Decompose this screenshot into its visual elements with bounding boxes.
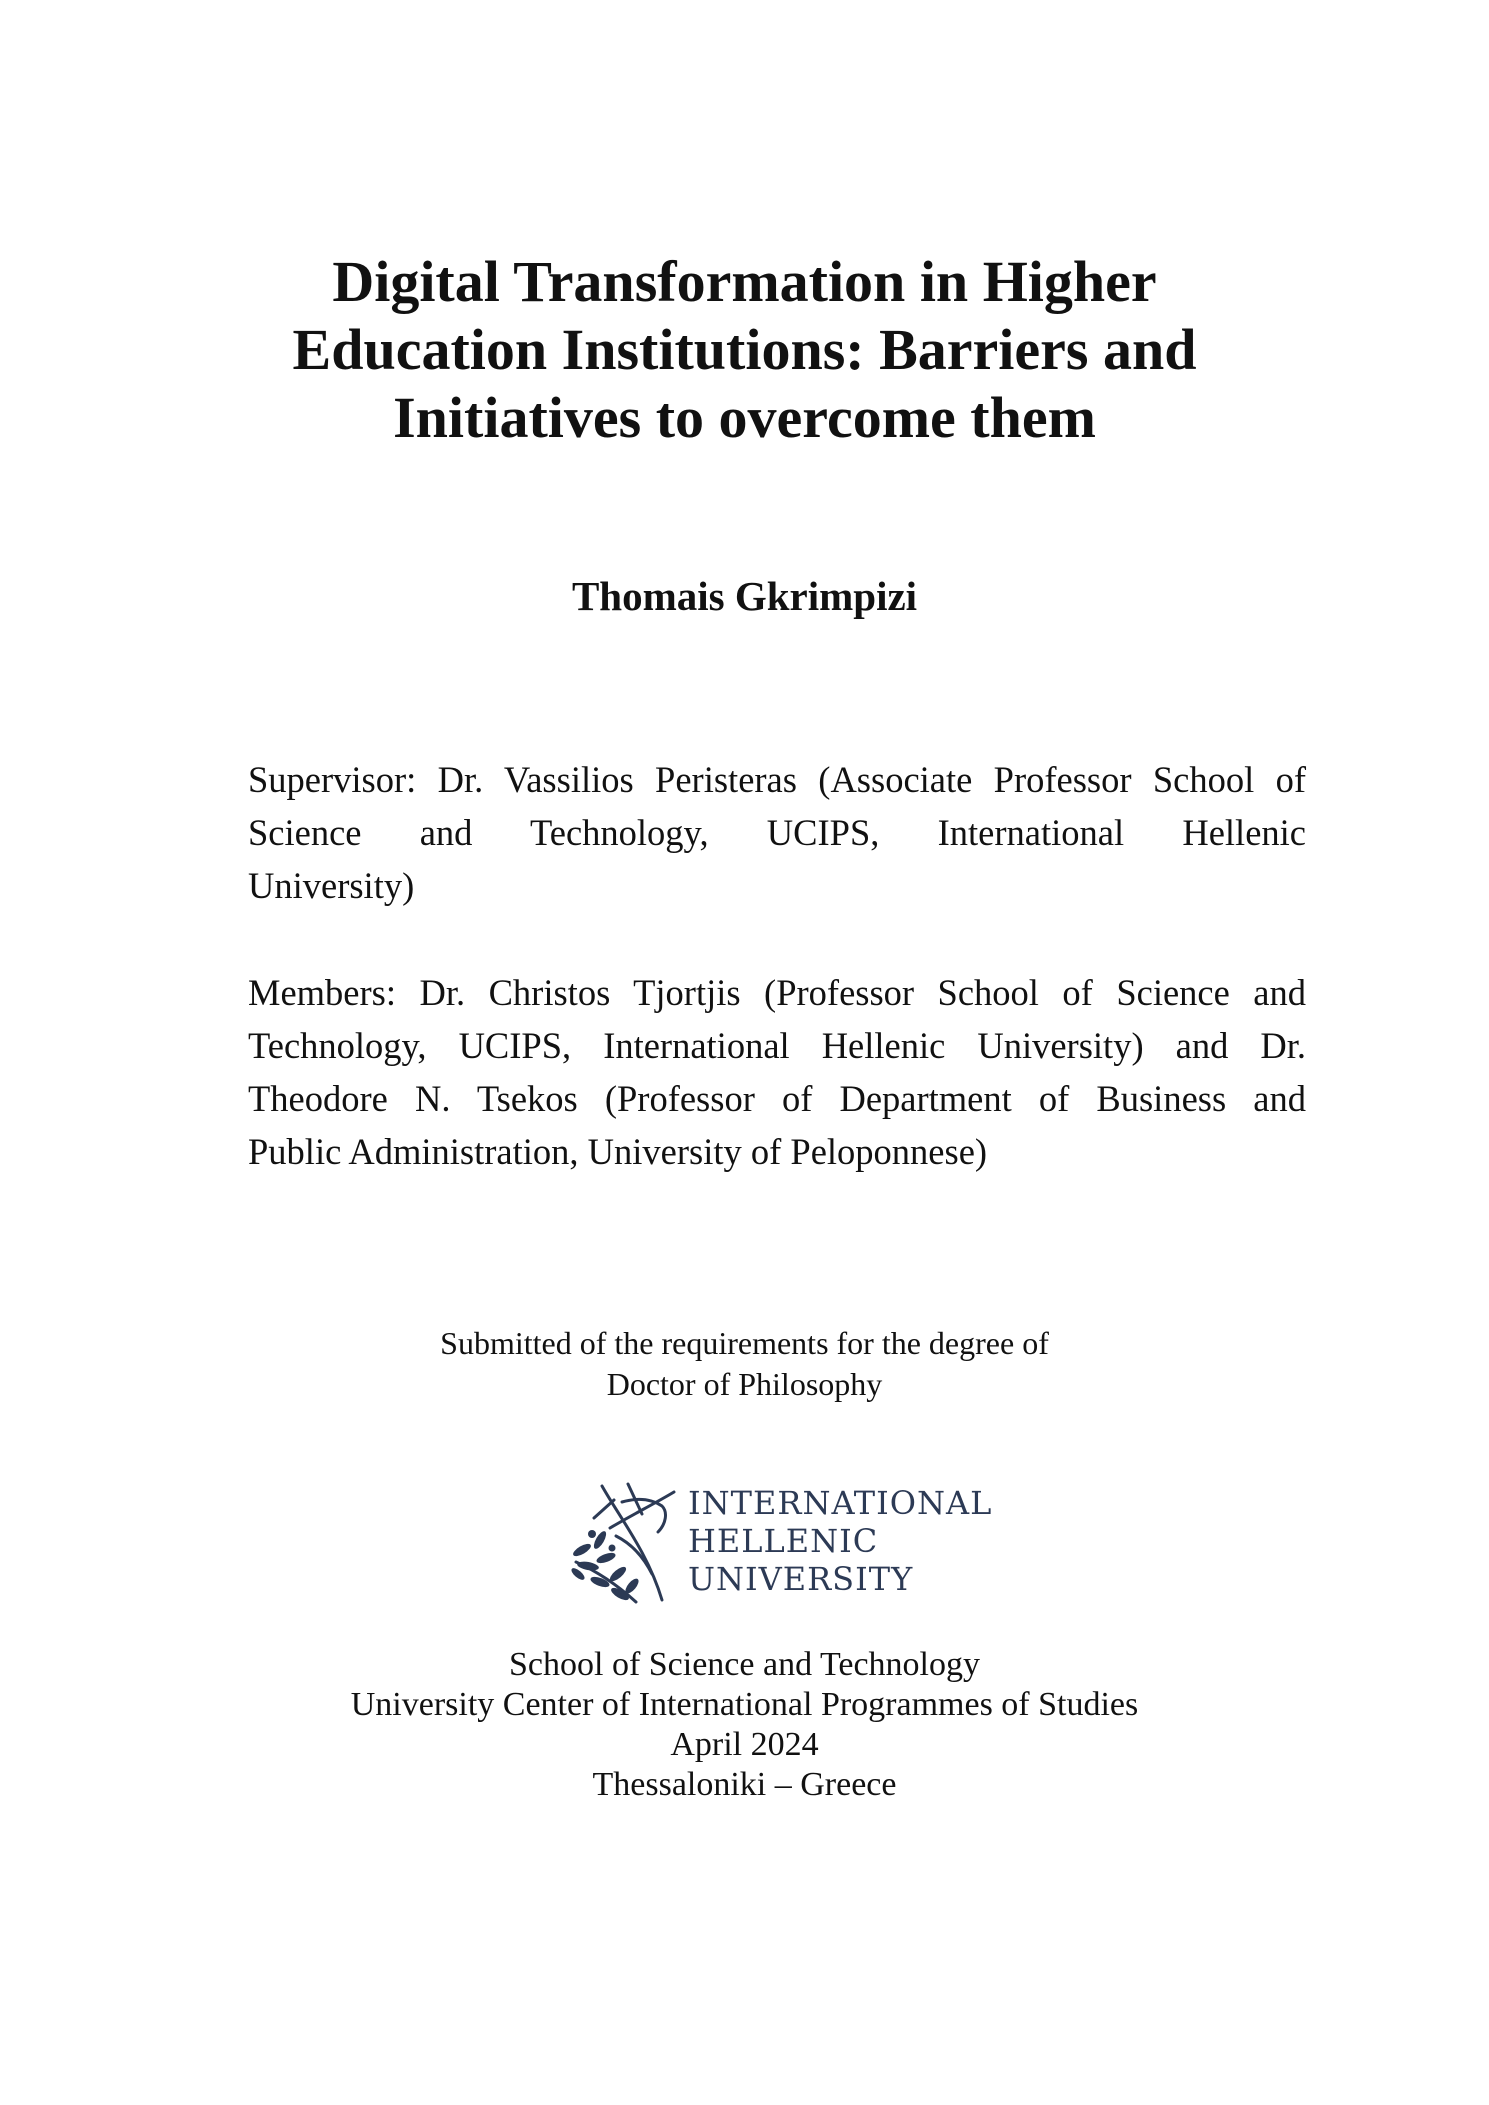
degree-statement-line: Submitted of the requirements for the degree of <box>440 1325 1049 1361</box>
supervisor-line: Science and Technology, UCIPS, International Hellenic <box>248 812 1306 853</box>
logo-text-line: HELLENIC <box>688 1522 879 1560</box>
members-line: Members: Dr. Christos Tjortjis (Professor School of Science and <box>248 972 1306 1013</box>
thesis-title <box>200 248 1289 452</box>
affiliation-block <box>200 1645 1289 1805</box>
thesis-title-line: Digital Transformation in Higher <box>332 249 1157 314</box>
degree-statement <box>200 1323 1289 1405</box>
supervisor-line: Supervisor: Dr. Vassilios Peristeras (Associate Professor School of <box>248 759 1306 800</box>
submission-date: April 2024 <box>670 1726 819 1763</box>
school-name: School of Science and Technology <box>509 1646 980 1683</box>
university-logo <box>570 1478 993 1608</box>
members-line: Technology, UCIPS, International Hellenic University) and Dr. <box>248 1025 1306 1066</box>
committee-members-paragraph <box>248 966 1306 1178</box>
logo-text-line: INTERNATIONAL <box>688 1484 993 1522</box>
logo-wordmark <box>688 1484 992 1598</box>
thesis-title-line: Initiatives to overcome them <box>393 385 1096 450</box>
degree-name: Doctor of Philosophy <box>606 1366 883 1402</box>
logo-text-line: UNIVERSITY <box>688 1560 914 1598</box>
members-line: Public Administration, University of Peloponnese) <box>248 1131 988 1172</box>
olive-branch-emblem-icon <box>570 1478 690 1608</box>
supervisor-line: University) <box>248 865 415 906</box>
author-name: Thomais Gkrimpizi <box>571 573 918 619</box>
center-name: University Center of International Programmes of Studies <box>350 1686 1139 1723</box>
supervisor-paragraph <box>248 753 1306 912</box>
location: Thessaloniki – Greece <box>592 1766 897 1803</box>
thesis-title-line: Education Institutions: Barriers and <box>292 317 1197 382</box>
members-line: Theodore N. Tsekos (Professor of Department of Business and <box>248 1078 1306 1119</box>
